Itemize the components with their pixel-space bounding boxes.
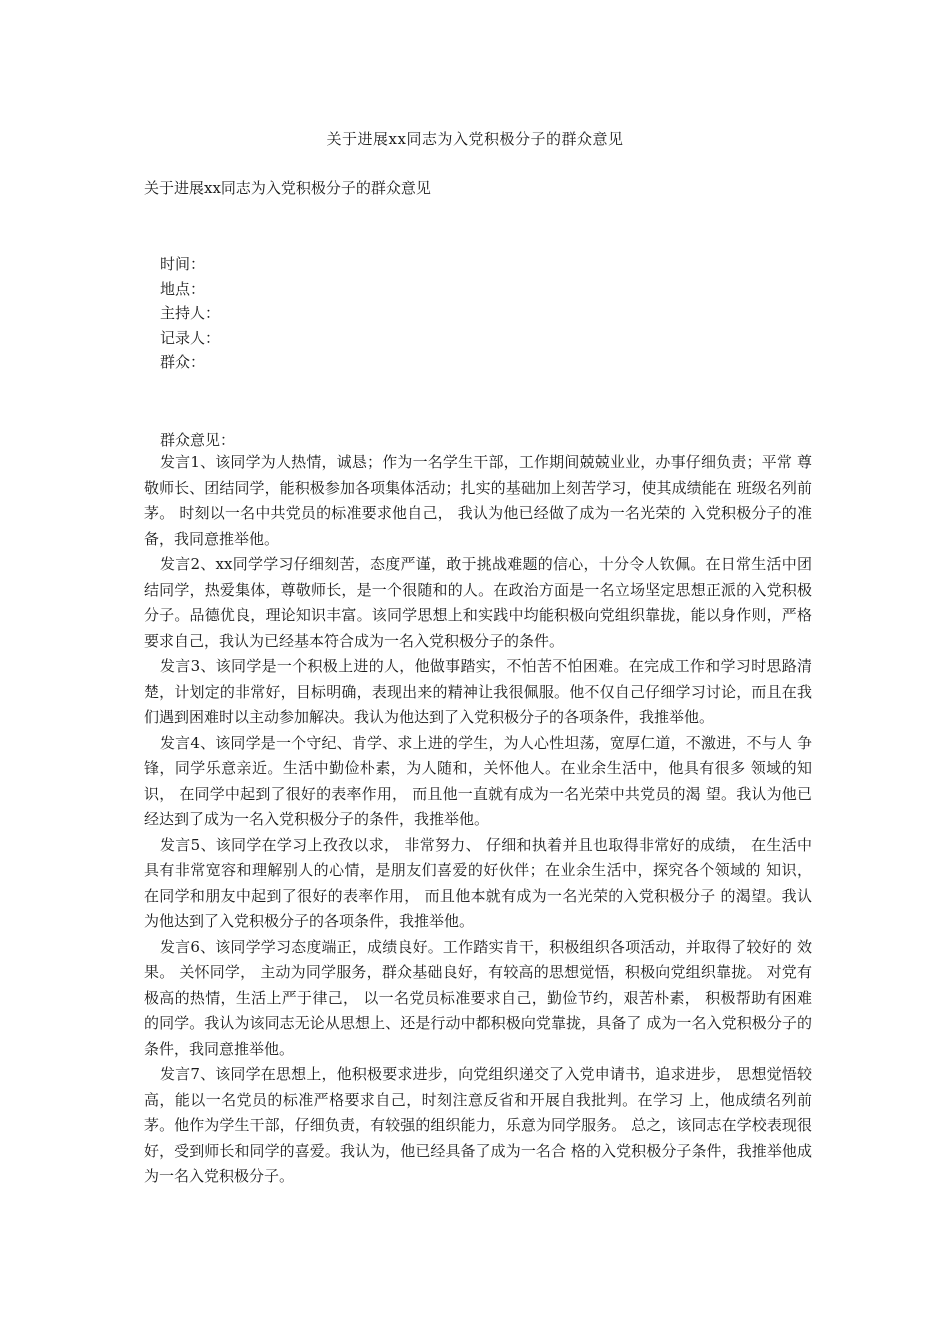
opinions-label: 群众意见：: [160, 431, 236, 449]
opinion-paragraph: 发言2、xx同学学习仔细刻苦，态度严谨，敢于挑战难题的信心，十分令人钦佩。在日常生活中团结同学，热爱集体，尊敬师长，是一个很随和的人。在政治方面是一名立场坚定思想正派的入党积极分子。品德优良，理论知识丰富。该同学思想上和实践中均能积极向党组织靠拢，能以身作则，严格要求自己，我认为已经基本符合成为一名入党积极分子的条件。: [144, 555, 812, 650]
opinion-paragraph: 发言3、该同学是一个积极上进的人，他做事踏实，不怕苦不怕困难。在完成工作和学习时思路清楚，计划定的非常好，目标明确，表现出来的精神让我很佩服。他不仅自己仔细学习讨论，而且在我们遇到困难时以主动参加解决。我认为他达到了入党积极分子的各项条件，我推举他。: [144, 657, 812, 726]
opinions-body: [144, 450, 812, 1190]
meta-public: 群众：: [160, 353, 206, 371]
meta-time: 时间：: [160, 255, 206, 273]
opinion-paragraph: 发言1、该同学为人热情，诚恳；作为一名学生干部，工作期间兢兢业业，办事仔细负责；平常 尊敬师长、团结同学，能积极参加各项集体活动；扎实的基础加上刻苦学习，使其成绩能在 班级名列前茅。 时刻以一名中共党员的标准要求他自己， 我认为他已经做了成为一名光荣的 入党积极分子的准备，我同意推举他。: [144, 453, 812, 548]
opinion-paragraph: 发言4、该同学是一个守纪、肯学、求上进的学生，为人心性坦荡，宽厚仁道，不激进，不与人 争锋，同学乐意亲近。生活中勤俭朴素，为人随和，关怀他人。在业余生活中，他具有很多 领域的知识， 在同学中起到了很好的表率作用， 而且他一直就有成为一名光荣中共党员的渴 望。我认为他已经达到了成为一名入党积极分子的条件，我推举他。: [144, 733, 812, 828]
meta-recorder: 记录人：: [160, 328, 221, 347]
meta-host: 主持人：: [160, 304, 221, 322]
opinion-paragraph: 发言5、该同学在学习上孜孜以求， 非常努力、 仔细和执着并且也取得非常好的成绩， 在生活中 具有非常宽容和理解别人的心情，是朋友们喜爱的好伙伴；在业余生活中，探究各个领域的 知识， 在同学和朋友中起到了很好的表率作用， 而且他本就有成为一名光荣的入党积极分子 的渴望。我认为他达到了入党积极分子的各项条件，我推举他。: [144, 835, 812, 930]
document-subtitle: 关于进展xx同志为入党积极分子的群众意见: [144, 179, 431, 197]
opinion-paragraph: 发言7、该同学在思想上，他积极要求进步，向党组织递交了入党申请书，追求进步， 思想觉悟较高，能以一名党员的标准严格要求自己，时刻注意反省和开展自我批判。在学习 上，他成绩名列前茅。他作为学生干部，仔细负责，有较强的组织能力，乐意为同学服务。 总之，该同志在学校表现很好，受到师长和同学的喜爱。我认为，他已经具备了成为一名合 格的入党积极分子条件，我推举他成为一名入党积极分子。: [144, 1065, 812, 1185]
meta-place: 地点：: [160, 279, 206, 298]
meeting-info: [160, 252, 220, 375]
page-title: 关于进展xx同志为入党积极分子的群众意见: [326, 130, 624, 148]
opinion-paragraph: 发言6、该同学学习态度端正，成绩良好。工作踏实肯干，积极组织各项活动，并取得了较好的 效果。 关怀同学， 主动为同学服务，群众基础良好，有较高的思想觉悟，积极向党组织靠拢。 对党有极高的热情，生活上严于律己， 以一名党员标准要求自己，勤俭节约，艰苦朴素， 积极帮助有困难的同学。我认为该同志无论从思想上、还是行动中都积极向党靠拢，具备了 成为一名入党积极分子的条件，我同意推举他。: [144, 937, 812, 1058]
